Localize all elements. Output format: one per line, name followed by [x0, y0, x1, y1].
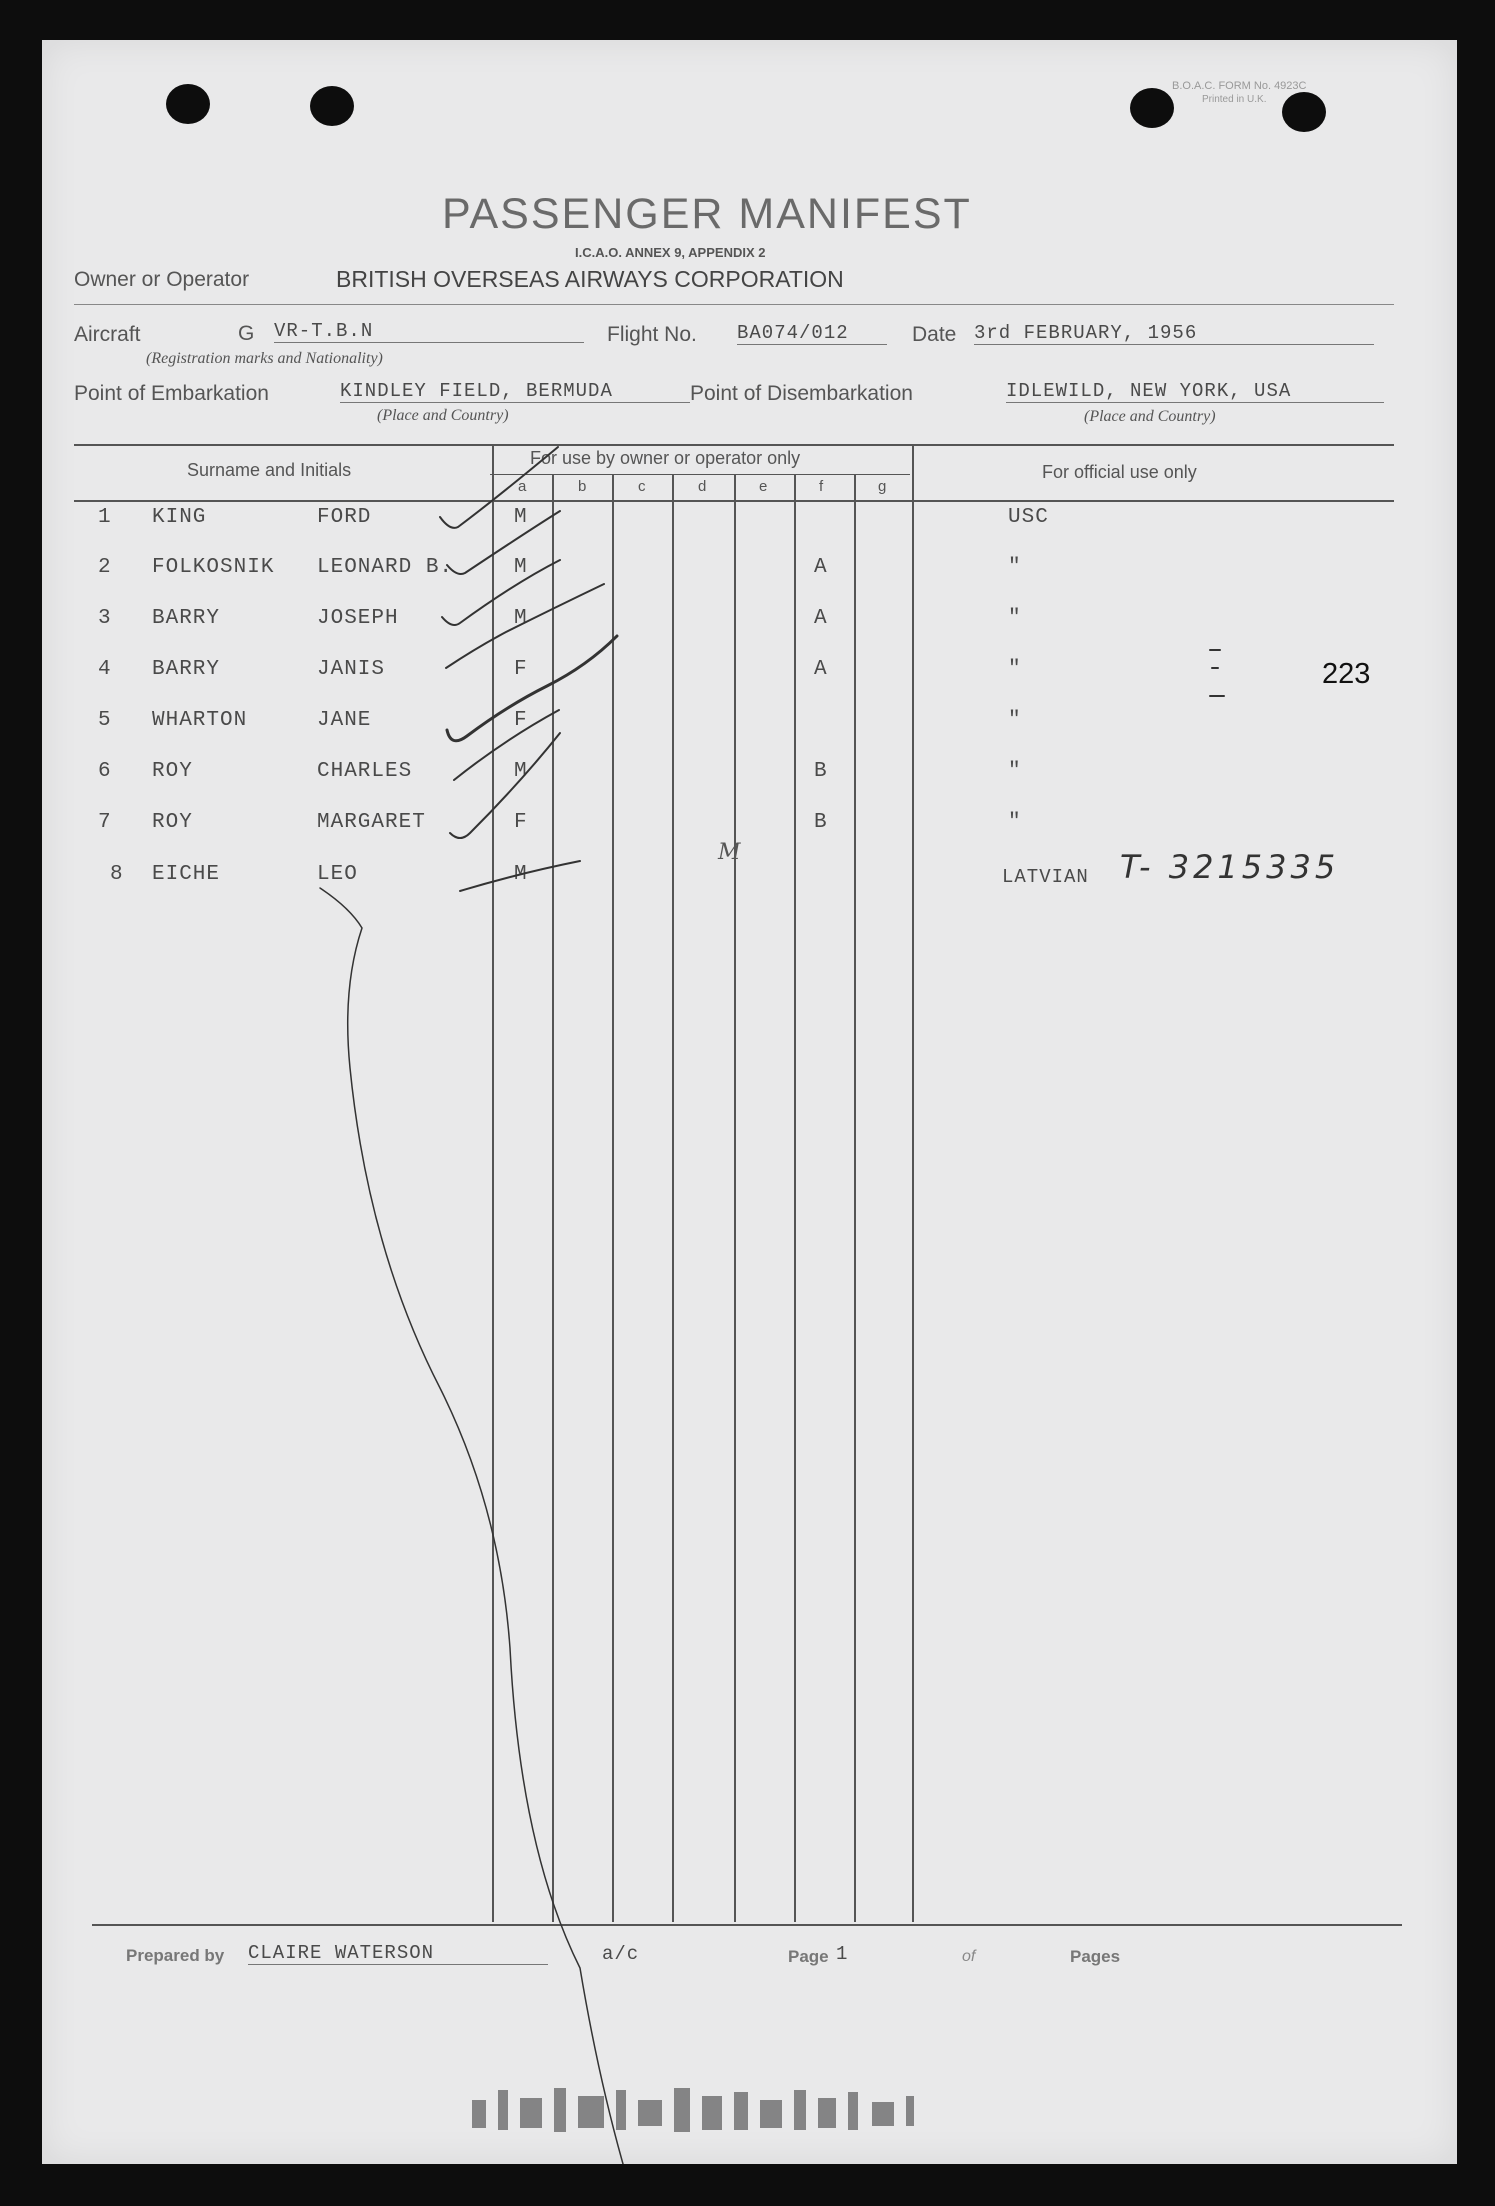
- check-mark-icon: [450, 733, 560, 838]
- page-label: Page: [788, 1947, 829, 1966]
- form-ref-line1: B.O.A.C. FORM No. 4923C: [1172, 80, 1307, 92]
- row-given-name: JANIS: [317, 658, 386, 681]
- form-ref-line2: Printed in U.K.: [1202, 94, 1267, 105]
- row-number: 1: [98, 506, 112, 529]
- check-mark-icon: [442, 560, 560, 625]
- owner-label: Owner or Operator: [74, 268, 250, 291]
- row-number: 4: [98, 658, 112, 681]
- row-official: ": [1008, 556, 1022, 579]
- header-official: For official use only: [1042, 462, 1197, 482]
- row-official: LATVIAN: [1002, 866, 1089, 888]
- row-official: ": [1008, 709, 1022, 732]
- row-number: 2: [98, 556, 112, 579]
- row-official: ": [1008, 811, 1022, 834]
- aircraft-label: Aircraft: [74, 323, 141, 346]
- header-name: Surname and Initials: [187, 460, 352, 480]
- date-value: 3rd FEBRUARY, 1956: [974, 322, 1374, 345]
- row-col-f: B: [814, 811, 828, 834]
- row-col-a: M: [514, 760, 528, 783]
- row-surname: FOLKOSNIK: [152, 556, 275, 579]
- prepared-label: Prepared by: [126, 1946, 225, 1965]
- row-surname: BARRY: [152, 658, 221, 681]
- handwritten-wavy-line: [320, 888, 630, 2164]
- embark-label: Point of Embarkation: [74, 382, 269, 405]
- col-c-label: c: [638, 478, 646, 495]
- row-surname: BARRY: [152, 607, 221, 630]
- row-given-name: MARGARET: [317, 811, 426, 834]
- row-given-name: CHARLES: [317, 760, 413, 783]
- date-label: Date: [912, 323, 957, 346]
- aircraft-prefix: G: [238, 322, 255, 345]
- page-value: 1: [836, 1943, 849, 1965]
- row-number: 8: [110, 863, 124, 886]
- row-number: 5: [98, 709, 112, 732]
- page-stamp-number: 223: [1322, 658, 1371, 690]
- row-col-a: F: [514, 658, 528, 681]
- row-official: ": [1008, 760, 1022, 783]
- row-number: 7: [98, 811, 112, 834]
- row-col-f: A: [814, 658, 828, 681]
- row-given-name: FORD: [317, 506, 372, 529]
- check-mark-icon: [447, 511, 560, 574]
- header-owner: For use by owner or operator only: [530, 448, 801, 468]
- row-official: USC: [1008, 506, 1049, 529]
- col-d-label: d: [698, 478, 707, 495]
- row-surname: EICHE: [152, 863, 221, 886]
- owner-value: BRITISH OVERSEAS AIRWAYS CORPORATION: [336, 266, 844, 292]
- row-col-f: A: [814, 556, 828, 579]
- row-col-a: F: [514, 811, 528, 834]
- row-col-f: B: [814, 760, 828, 783]
- check-mark-icon: [446, 584, 604, 668]
- place-note-embark: (Place and Country): [377, 407, 509, 424]
- page-title: PASSENGER MANIFEST: [442, 190, 972, 238]
- handwritten-document-number: T- 3215335: [1120, 848, 1340, 886]
- of-label: of: [962, 1948, 976, 1965]
- row-given-name: LEO: [317, 863, 358, 886]
- col-e-label: e: [759, 478, 768, 495]
- row-surname: ROY: [152, 811, 193, 834]
- disembark-label: Point of Disembarkation: [690, 382, 913, 405]
- row-surname: WHARTON: [152, 709, 248, 732]
- check-mark-icon: [440, 447, 558, 528]
- prepared-value: CLAIRE WATERSON: [248, 1942, 548, 1965]
- row-given-name: JANE: [317, 709, 372, 732]
- disembark-value: IDLEWILD, NEW YORK, USA: [1006, 380, 1384, 403]
- row-surname: ROY: [152, 760, 193, 783]
- prepared-suffix: a/c: [602, 1943, 640, 1965]
- strike-mark: [460, 861, 580, 891]
- stamp-residue: [472, 2088, 914, 2132]
- place-note-disembark: (Place and Country): [1084, 408, 1216, 425]
- row-col-a: M: [514, 863, 528, 886]
- aircraft-note: (Registration marks and Nationality): [146, 350, 383, 367]
- row-official: ": [1008, 607, 1022, 630]
- row-col-a: M: [514, 607, 528, 630]
- row-number: 6: [98, 760, 112, 783]
- row-col-f: A: [814, 607, 828, 630]
- page-subtitle: I.C.A.O. ANNEX 9, APPENDIX 2: [575, 245, 766, 260]
- handwritten-mark: M: [718, 840, 741, 865]
- row-col-a: M: [514, 506, 528, 529]
- pages-label: Pages: [1070, 1947, 1121, 1966]
- row-number: 3: [98, 607, 112, 630]
- col-f-label: f: [819, 478, 824, 495]
- flight-value: BA074/012: [737, 322, 887, 345]
- col-a-label: a: [518, 478, 527, 495]
- row-given-name: JOSEPH: [317, 607, 399, 630]
- col-g-label: g: [878, 478, 887, 495]
- row-official: ": [1008, 658, 1022, 681]
- row-col-a: M: [514, 556, 528, 579]
- row-col-a: F: [514, 709, 528, 732]
- row-surname: KING: [152, 506, 207, 529]
- embark-value: KINDLEY FIELD, BERMUDA: [340, 380, 690, 403]
- aircraft-value: VR-T.B.N: [274, 320, 584, 343]
- flight-label: Flight No.: [607, 323, 697, 346]
- manifest-sheet: [42, 40, 1457, 2164]
- handwritten-marks: [42, 40, 1457, 2164]
- row-given-name: LEONARD B.: [317, 556, 454, 579]
- check-mark-icon: [454, 710, 559, 780]
- col-b-label: b: [578, 478, 587, 495]
